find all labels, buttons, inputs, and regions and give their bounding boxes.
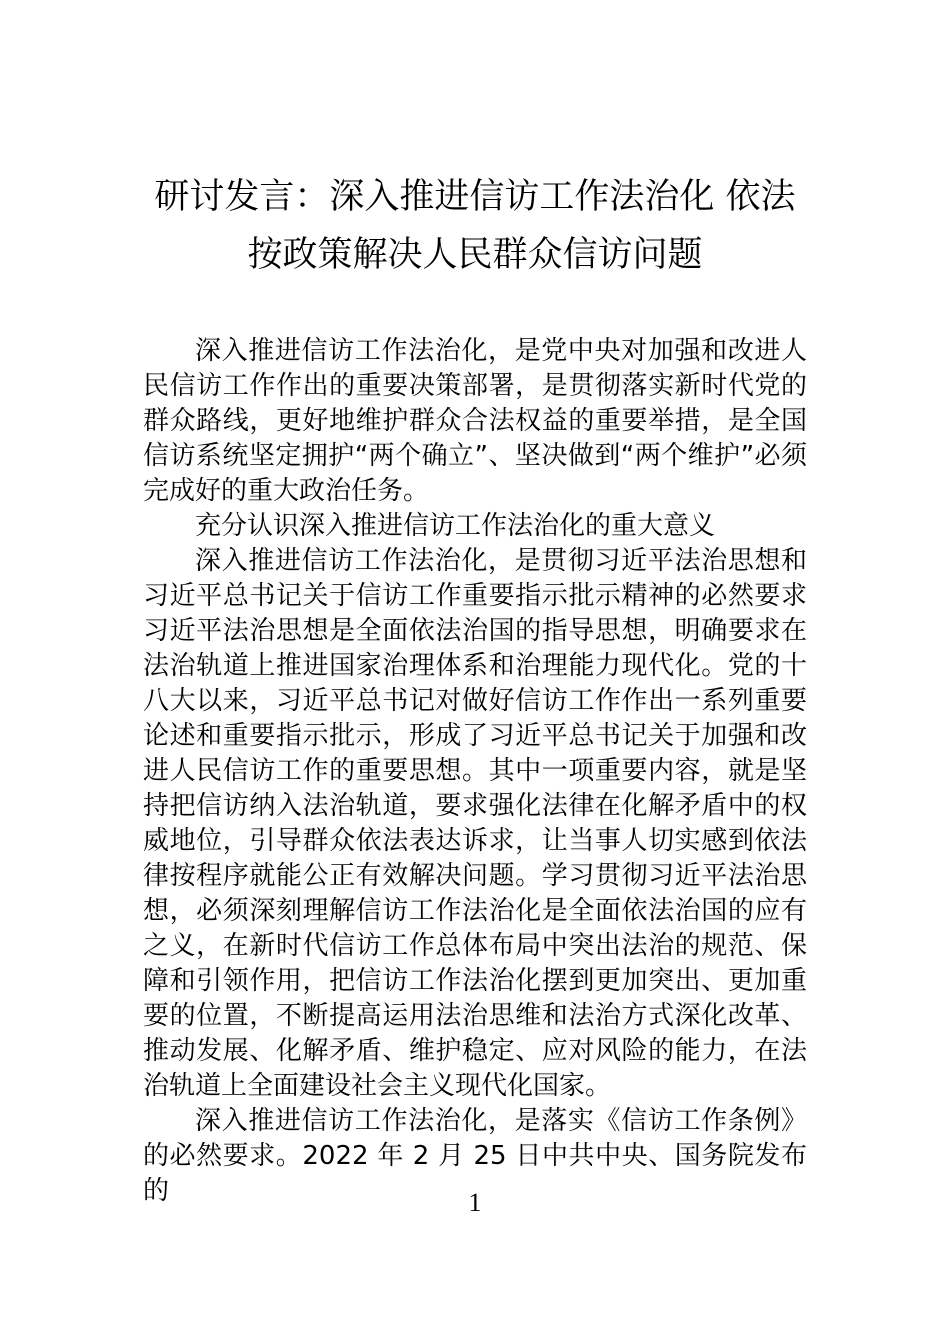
title-line-2: 按政策解决人民群众信访问题 [247, 235, 703, 275]
document-body [143, 334, 807, 1209]
paragraph-significance: 深入推进信访工作法治化，是贯彻习近平法治思想和习近平总书记关于信访工作重要指示批示精神的必然要求习近平法治思想是全面依法治国的指导思想，明确要求在法治轨道上推进国家治理体系和治理能力现代化。党的十八大以来，习近平总书记对做好信访工作作出一系列重要论述和重要指示批示，形成了习近平总书记关于加强和改进人民信访工作的重要思想。其中一项重要内容，就是坚持把信访纳入法治轨道，要求强化法律在化解矛盾中的权威地位，引导群众依法表达诉求，让当事人切实感到依法律按程序就能公正有效解决问题。学习贯彻习近平法治思想，必须深刻理解信访工作法治化是全面依法治国的应有之义，在新时代信访工作总体布局中突出法治的规范、保障和引领作用，把信访工作法治化摆到更加突出、更加重要的位置，不断提高运用法治思维和法治方式深化改革、推动发展、化解矛盾、维护稳定、应对风险的能力，在法治轨道上全面建设社会主义现代化国家。 [143, 546, 807, 1101]
section-heading: 充分认识深入推进信访工作法治化的重大意义 [195, 511, 716, 541]
document-title [140, 168, 810, 284]
paragraph-intro: 深入推进信访工作法治化，是党中央对加强和改进人民信访工作作出的重要决策部署，是贯彻落实新时代党的群众路线，更好地维护群众合法权益的重要举措，是全国信访系统坚定拥护“两个确立”、坚决做到“两个维护”必须完成好的重大政治任务。 [143, 336, 807, 506]
page-number: 1 [468, 1188, 482, 1217]
title-line-1: 研讨发言：深入推进信访工作法治化 依法 [154, 177, 796, 217]
paragraph-regulation: 深入推进信访工作法治化，是落实《信访工作条例》的必然要求。2022 年 2 月 25 日中共中央、国务院发布的 [143, 1106, 807, 1206]
